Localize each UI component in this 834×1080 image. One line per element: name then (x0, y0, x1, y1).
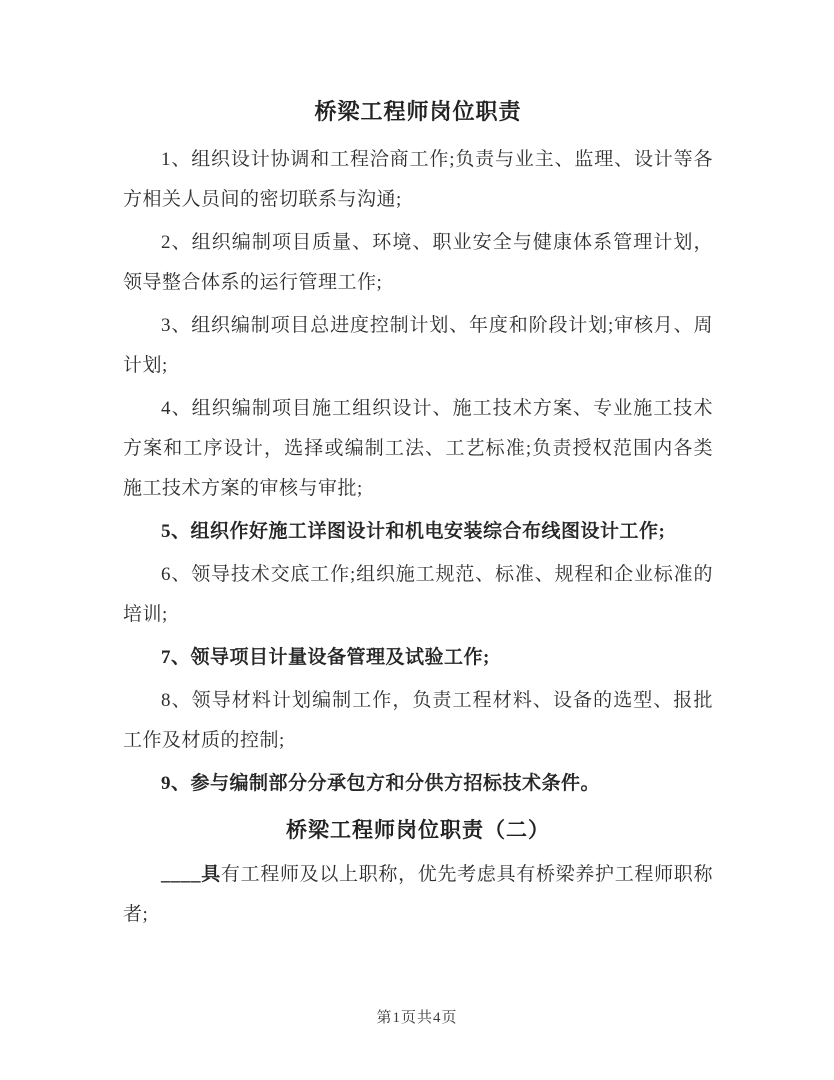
list-item-1: 1、组织设计协调和工程洽商工作;负责与业主、监理、设计等各方相关人员间的密切联系与沟通; (123, 149, 713, 210)
list-item-4: 4、组织编制项目施工组织设计、施工技术方案、专业施工技术方案和工序设计，选择或编制工法、工艺标准;负责授权范围内各类施工技术方案的审核与审批; (123, 398, 713, 499)
list-item-8: 8、领导材料计划编制工作，负责工程材料、设备的选型、报批工作及材质的控制; (123, 690, 713, 751)
list-item-3: 3、组织编制项目总进度控制计划、年度和阶段计划;审核月、周计划; (123, 315, 713, 376)
section2-paragraph (123, 855, 713, 935)
responsibilities-list (123, 140, 713, 804)
list-item-9: 9、参与编制部分分承包方和分供方招标技术条件。 (161, 773, 601, 794)
page-footer: 第1页共4页 (376, 1010, 458, 1026)
document-content (123, 96, 713, 938)
section2-paragraph-text: 有工程师及以上职称，优先考虑具有桥梁养护工程师职称者; (123, 864, 713, 925)
list-item-5: 5、组织作好施工详图设计和机电安装综合布线图设计工作; (161, 521, 666, 542)
list-item-2: 2、组织编制项目质量、环境、职业安全与健康体系管理计划，领导整合体系的运行管理工作; (123, 232, 713, 293)
list-item-6: 6、领导技术交底工作;组织施工规范、标准、规程和企业标准的培训; (123, 564, 713, 625)
list-item-7: 7、领导项目计量设备管理及试验工作; (161, 647, 490, 668)
blank-fill-lead: ____具 (161, 864, 221, 885)
document-title: 桥梁工程师岗位职责 (314, 99, 522, 124)
section2-title: 桥梁工程师岗位职责（二） (286, 818, 550, 842)
